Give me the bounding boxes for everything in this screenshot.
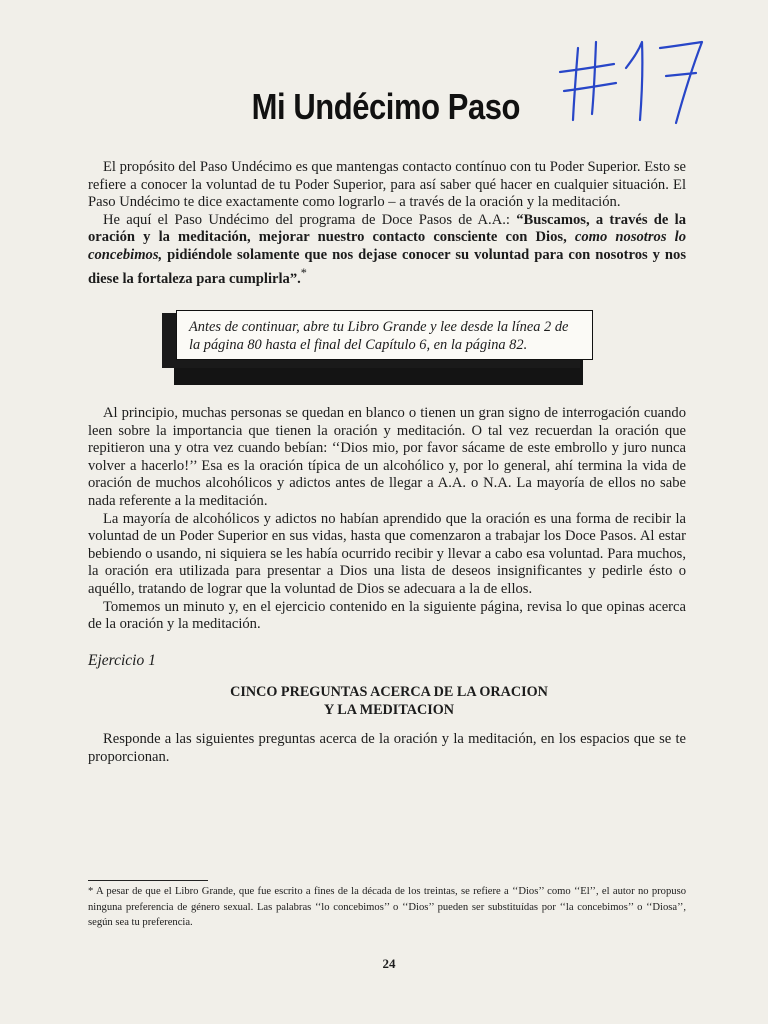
- step-quote-part-1: “Buscamos, a través de la oración y la meditación, mejorar nuestro contacto consciente con Dios,: [88, 211, 687, 246]
- reading-callout: [176, 310, 593, 360]
- step-quote-italic: como nosotros lo concebimos,: [88, 229, 686, 263]
- footnote: * A pesar de que el Libro Grande, que fue escrito a fines de la década de los treintas, se refiere a ‘‘Dios’’ como ‘‘El’’, el autor no propuso ninguna preferencia de género sexual. Las palabras ‘‘lo concebimos’’ o ‘‘Dios’’ pueden ser substituídas por ‘‘la concebimos’’ o ‘‘Diosa’’, según sea tu preferencia.: [88, 886, 686, 929]
- body-section: [88, 405, 686, 634]
- intro-section: [88, 159, 686, 288]
- page-title: Mi Undécimo Paso: [251, 86, 521, 127]
- body-paragraph-3: Tomemos un minuto y, en el ejercicio contenido en la siguiente página, revisa lo que opinas acerca de la oración y la meditación.: [88, 598, 686, 633]
- footnote-marker: *: [300, 265, 307, 280]
- exercise-heading-line-2: Y LA MEDITACION: [323, 701, 455, 718]
- exercise-heading-line-1: CINCO PREGUNTAS ACERCA DE LA ORACION: [230, 684, 548, 700]
- footnote-divider: [88, 880, 208, 881]
- instructions-text: Responde a las siguientes preguntas acerca de la oración y la meditación, en los espacios que se te proporcionan.: [88, 731, 686, 765]
- exercise-instructions: [88, 731, 686, 766]
- body-paragraph-2: La mayoría de alcohólicos y adictos no habían aprendido que la oración es una forma de recibir la voluntad de un Poder Superior en sus vidas, hasta que comenzaron a trabajar los Doce Pasos. Al estar bebiendo o usando, ni siquiera se les había ocurrido recibir y llevar a cabo esa voluntad. Para muchos, la oración era utilizada para presentar a Dios una lista de deseos insignificantes y pedirle ésto o aquéllo, tratando de lograr que la voluntad de Dios se adecuara a la de ellos.: [88, 510, 686, 597]
- step-quote-part-2: pidiéndole solamente que nos dejase conocer su voluntad para con nosotros y nos diese la fortaleza para cumplirla”.: [88, 246, 686, 287]
- step-lead: He aquí el Paso Undécimo del programa de Doce Pasos de A.A.:: [103, 211, 517, 228]
- body-paragraph-1: Al principio, muchas personas se quedan en blanco o tienen un gran signo de interrogación cuando leen sobre la importancia que tienen la oración y meditación. O tal vez recuerdan la oración que repitieron una y otra vez cuando bebían: ‘‘Dios mio, por favor sácame de este embrollo y juro nunca volver a hacerlo!’’ Esa es la oración típica de un alcohólico y, por lo general, ahí termina la vida de oración de muchos alcohólicos y adictos antes de llegar a A.A. o N.A. La mayoría de ellos no sabe nada referente a la meditación.: [88, 405, 686, 509]
- exercise-heading: [0, 684, 768, 719]
- exercise-label: Ejercicio 1: [88, 652, 156, 669]
- page-number: 24: [382, 956, 396, 971]
- callout-text: Antes de continuar, abre tu Libro Grande y lee desde la línea 2 de la página 80 hasta el final del Capítulo 6, en la página 82.: [189, 319, 569, 353]
- intro-paragraph-2: [88, 212, 686, 288]
- intro-paragraph-1: El propósito del Paso Undécimo es que mantengas contacto contínuo con tu Poder Superior. Esto se refiere a conocer la voluntad de tu Poder Superior, para así saber qué hacer en cualquier situación. El Paso Undécimo te dice exactamente como lograrlo – a través de la oración y la meditación.: [88, 159, 686, 211]
